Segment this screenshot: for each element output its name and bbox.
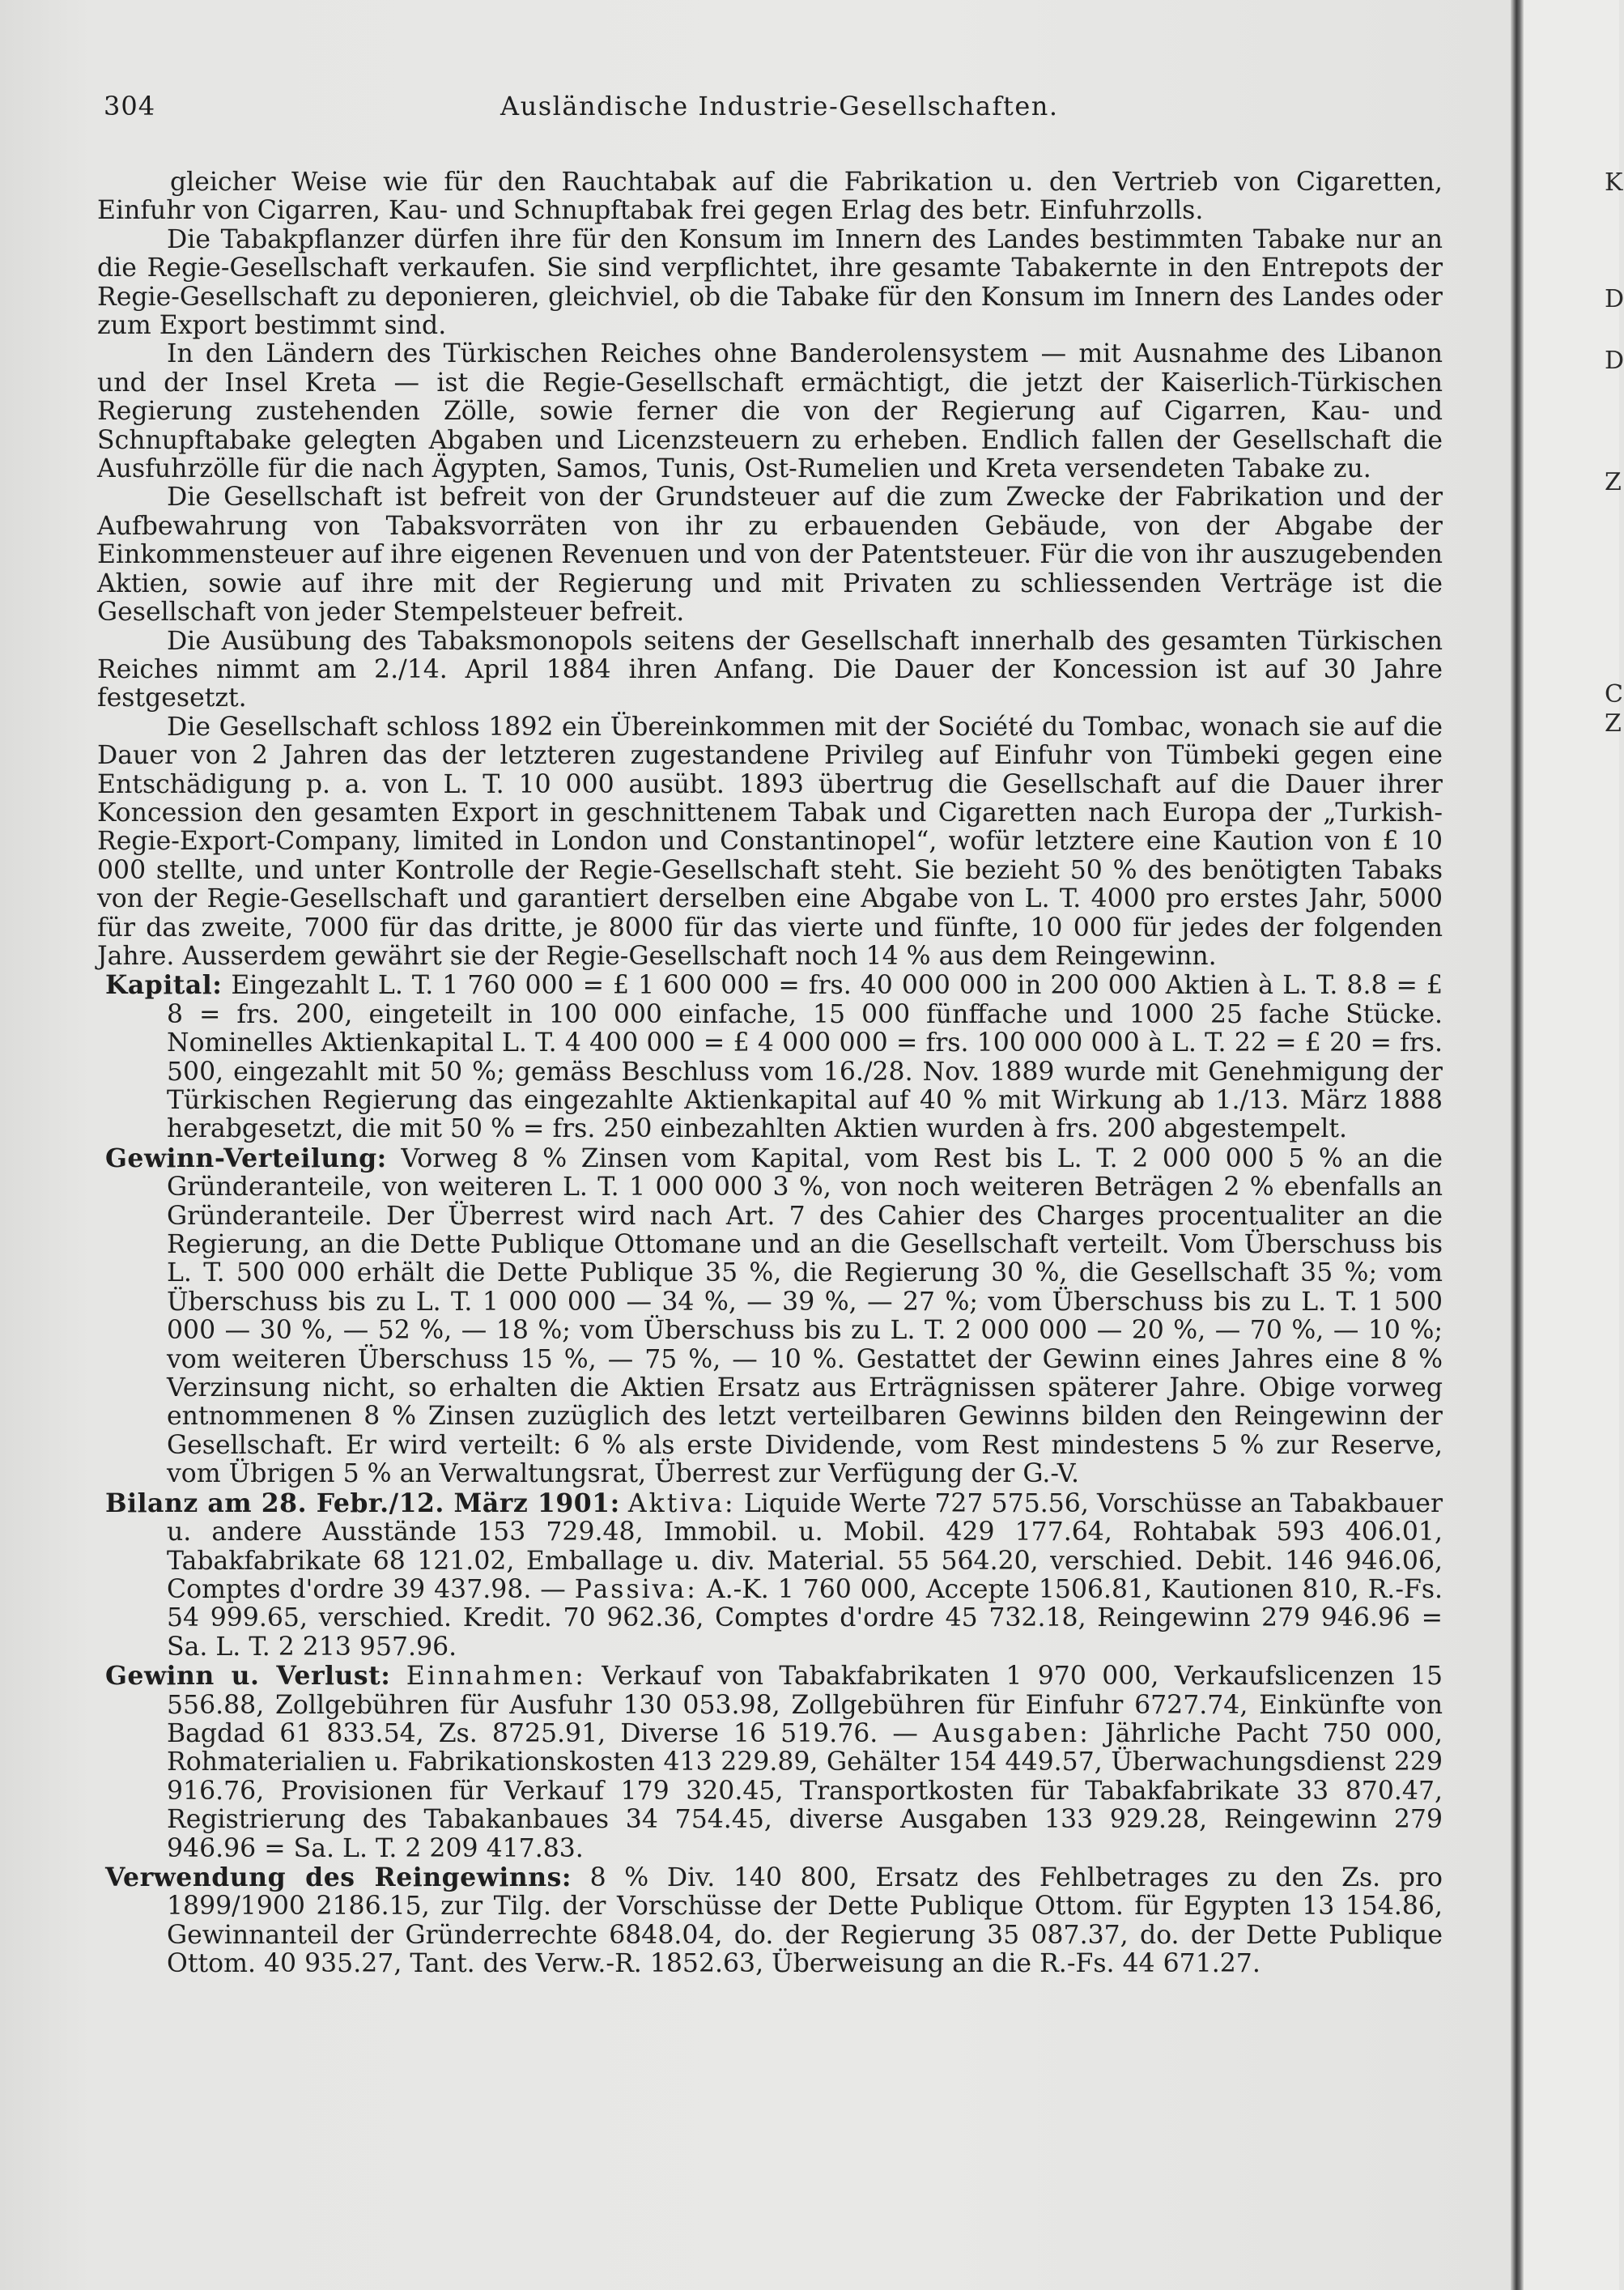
section-gewinn-verteilung [97, 1144, 1443, 1489]
section-bilanz [97, 1489, 1443, 1662]
einnahmen-text: Verkauf von Tabakfabrikaten 1 970 000, Verkaufslicenzen 15 556.88, Zollgebühren für Ausfuhr 130 053.98, Zollgebühren für Einfuhr 6727.74, Einkünfte von Bagdad 61 833.54, Zs. 8725.91, Diverse 16 519.76. — [167, 1662, 1443, 1748]
facing-page-letter: Z [1605, 709, 1622, 738]
einnahmen-label: Einnahmen: [406, 1662, 586, 1692]
page-header [104, 91, 1439, 131]
section-label: Gewinn u. Verlust: [105, 1661, 391, 1692]
facing-page-edge [1524, 0, 1619, 2290]
paragraph: Die Gesellschaft schloss 1892 ein Übereinkommen mit der Société du Tombac, wonach sie auf die Dauer von 2 Jahren das der letzteren zugestandene Privileg auf Einfuhr von Tümbeki gegen eine Entschädigung p. a. von L. T. 10 000 ausübt. 1893 übertrug die Gesellschaft auf die Dauer ihrer Koncession den gesamten Export in geschnittenem Tabak und Cigaretten nach Europa der „Turkish-Regie-Export-Company, limited in London und Constantinopel“, wofür letztere eine Kaution von £ 10 000 stellte, und unter Kontrolle der Regie-Gesellschaft steht. Sie bezieht 50 % des benötigten Tabaks von der Regie-Gesellschaft und garantiert derselben eine Abgabe von L. T. 4000 pro erstes Jahr, 5000 für das zweite, 7000 für das dritte, je 8000 für das vierte und fünfte, 10 000 für jedes der folgenden Jahre. Ausserdem gewährt sie der Regie-Gesellschaft noch 14 % aus dem Reingewinn. [97, 712, 1443, 971]
paragraph: In den Ländern des Türkischen Reiches ohne Banderolensystem — mit Ausnahme des Libanon und der Insel Kreta — ist die Regie-Gesellschaft ermächtigt, die jetzt der Kaiserlich-Türkischen Regierung zustehenden Zölle, sowie ferner die von der Regierung auf Cigarren, Kau- und Schnupftabake gelegten Abgaben und Licenzsteuern zu erheben. Endlich fallen der Gesellschaft die Ausfuhrzölle für die nach Ägypten, Samos, Tunis, Ost-Rumelien und Kreta versendeten Tabake zu. [97, 339, 1443, 484]
page-number: 304 [104, 91, 156, 121]
book-binding [1511, 0, 1524, 2290]
ausgaben-label: Ausgaben: [932, 1718, 1090, 1748]
facing-page-letter: D [1605, 285, 1624, 313]
section-gewinn-verlust [97, 1662, 1443, 1863]
aktiva-text: Liquide Werte 727 575.56, Vorschüsse an Tabakbauer u. andere Ausstände 153 729.48, Immobil. u. Mobil. 429 177.64, Rohtabak 593 406.01, Tabakfabrikate 68 121.02, Emballage u. div. Material. 55 564.20, verschied. Debit. 146 946.06, Comptes d'ordre 39 437.98. — [167, 1488, 1443, 1604]
body-text [97, 168, 1443, 1979]
section-label: Bilanz am 28. Febr./12. März 1901: [105, 1488, 620, 1518]
section-text: Eingezahlt L. T. 1 760 000 = £ 1 600 000 = frs. 40 000 000 in 200 000 Aktien à L. T. 8.8 = £ 8 = frs. 200, eingeteilt in 100 000 einfache, 15 000 fünffache und 1000 25 fache Stücke. Nominelles Aktienkapital L. T. 4 400 000 = £ 4 000 000 = frs. 100 000 000 à L. T. 22 = £ 20 = frs. 500, eingezahlt mit 50 %; gemäss Beschluss vom 16./28. Nov. 1889 wurde mit Genehmigung der Türkischen Regierung das eingezahlte Aktienkapital auf 40 % mit Wirkung ab 1./13. März 1888 herabgesetzt, die mit 50 % = frs. 250 einbezahlten Aktien wurden à frs. 200 abgestempelt. [167, 971, 1443, 1144]
aktiva-label: Aktiva: [627, 1488, 736, 1518]
passiva-text: A.-K. 1 760 000, Accepte 1506.81, Kautionen 810, R.-Fs. 54 999.65, verschied. Kredit. 70 962.36, Comptes d'ordre 45 732.18, Reingewinn 279 946.96 = Sa. L. T. 2 213 957.96. [167, 1574, 1443, 1662]
paragraph: Die Tabakpflanzer dürfen ihre für den Konsum im Innern des Landes bestimmten Tabake nur an die Regie-Gesellschaft verkaufen. Sie sind verpflichtet, ihre gesamte Tabakernte in den Entrepots der Regie-Gesellschaft zu deponieren, gleichviel, ob die Tabake für den Konsum im Innern des Landes oder zum Export bestimmt sind. [97, 224, 1443, 341]
paragraph: gleicher Weise wie für den Rauchtabak auf die Fabrikation u. den Vertrieb von Cigaretten, Einfuhr von Cigarren, Kau- und Schnupftabak frei gegen Erlag des betr. Einfuhrzolls. [97, 168, 1443, 226]
facing-page-letter: C [1605, 680, 1623, 709]
section-kapital [97, 971, 1443, 1143]
section-verwendung [97, 1863, 1443, 1979]
facing-page-letter: Z [1605, 468, 1622, 496]
paragraph: Die Ausübung des Tabaksmonopols seitens der Gesellschaft innerhalb des gesamten Türkischen Reiches nimmt am 2./14. April 1884 ihren Anfang. Die Dauer der Koncession ist auf 30 Jahre festgesetzt. [97, 626, 1443, 713]
section-text: 8 % Div. 140 800, Ersatz des Fehlbetrages zu den Zs. pro 1899/1900 2186.15, zur Tilg. der Vorschüsse der Dette Publique Ottom. für Egypten 13 154.86, Gewinnanteil der Gründerrechte 6848.04, do. der Regierung 35 087.37, do. der Dette Publique Ottom. 40 935.27, Tant. des Verw.-R. 1852.63, Überweisung an die R.-Fs. 44 671.27. [167, 1862, 1443, 1979]
section-label: Gewinn-Verteilung: [105, 1143, 387, 1173]
section-text: Vorweg 8 % Zinsen vom Kapital, vom Rest bis L. T. 2 000 000 5 % an die Gründeranteile, von weiteren L. T. 1 000 000 3 %, von noch weiteren Beträgen 2 % ebenfalls an Gründeranteile. Der Überrest wird nach Art. 7 des Cahier des Charges procentualiter an die Regierung, an die Dette Publique Ottomane und an die Gesellschaft verteilt. Vom Überschuss bis L. T. 500 000 erhält die Dette Publique 35 %, die Regierung 30 %, die Gesellschaft 35 %; vom Überschuss bis zu L. T. 1 000 000 — 34 %, — 39 %, — 27 %; vom Überschuss bis zu L. T. 1 500 000 — 30 %, — 52 %, — 18 %; vom Überschuss bis zu L. T. 2 000 000 — 20 %, — 70 %, — 10 %; vom weiteren Überschuss 15 %, — 75 %, — 10 %. Gestattet der Gewinn eines Jahres eine 8 % Verzinsung nicht, so erhalten die Aktien Ersatz aus Erträgnissen späterer Jahre. Obige vorweg entnommenen 8 % Zinsen zuzüglich des letzt verteilbaren Gewinns bilden den Reingewinn der Gesellschaft. Er wird verteilt: 6 % als erste Dividende, vom Rest mindestens 5 % zur Reserve, vom Übrigen 5 % an Verwaltungsrat, Überrest zur Verfügung der G.-V. [167, 1143, 1443, 1489]
paragraph: Die Gesellschaft ist befreit von der Grundsteuer auf die zum Zwecke der Fabrikation und der Aufbewahrung von Tabaksvorräten von ihr zu erbauenden Gebäude, von der Abgabe der Einkommensteuer auf ihre eigenen Revenuen und von der Patentsteuer. Für die von ihr auszugebenden Aktien, sowie auf ihre mit der Regierung und mit Privaten zu schliessenden Verträge ist die Gesellschaft von jeder Stempelsteuer befreit. [97, 483, 1443, 628]
facing-page-letter: K [1605, 168, 1623, 197]
section-label: Kapital: [105, 970, 223, 1001]
passiva-label: Passiva: [574, 1574, 698, 1604]
running-title: Ausländische Industrie-Gesellschaften. [500, 91, 1059, 121]
facing-page-letter: D [1605, 347, 1624, 375]
ausgaben-text: Jährliche Pacht 750 000, Rohmaterialien u. Fabrikationskosten 413 229.89, Gehälter 154 449.57, Überwachungsdienst 229 916.76, Provisionen für Verkauf 179 320.45, Transportkosten für Tabakfabrikate 33 870.47, Registrierung des Tabakanbaues 34 754.45, diverse Ausgaben 133 929.28, Reingewinn 279 946.96 = Sa. L. T. 2 209 417.83. [167, 1718, 1443, 1863]
section-label: Verwendung des Reingewinns: [105, 1862, 572, 1892]
